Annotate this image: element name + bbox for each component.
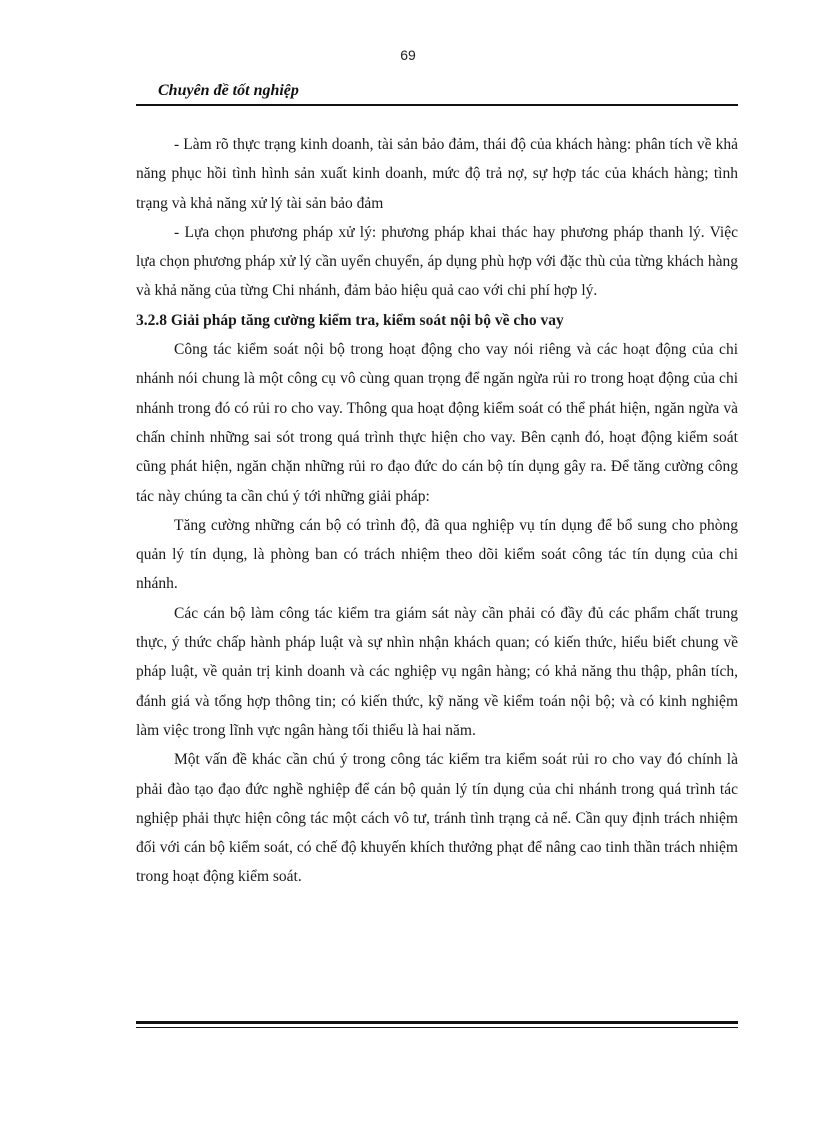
paragraph: Một vấn đề khác cần chú ý trong công tác kiểm tra kiểm soát rủi ro cho vay đó chính là phải đào tạo đạo đức nghề nghiệp để cán bộ quản lý tín dụng của chi nhánh trong quá trình tác nghiệp phải thực hiện công tác một cách vô tư, tránh tình trạng cả nể. Cần quy định trách nhiệm đối với cán bộ kiểm soát, có chế độ khuyến khích thưởng phạt để nâng cao tinh thần trách nhiệm trong hoạt động kiểm soát. bbox=[136, 751, 738, 886]
paragraph: - Lựa chọn phương pháp xử lý: phương pháp khai thác hay phương pháp thanh lý. Việc lựa chọn phương pháp xử lý cần uyển chuyển, áp dụng phù hợp với đặc thù của từng khách hàng và khả năng của từng Chi nhánh, đảm bảo hiệu quả cao với chi phí hợp lý. bbox=[136, 223, 738, 300]
paragraph: Tăng cường những cán bộ có trình độ, đã qua nghiệp vụ tín dụng để bổ sung cho phòng quản lý tín dụng, là phòng ban có trách nhiệm theo dõi kiểm soát công tác tín dụng của chi nhánh. bbox=[136, 516, 738, 593]
document-body bbox=[136, 130, 738, 892]
paragraph: Công tác kiểm soát nội bộ trong hoạt động cho vay nói riêng và các hoạt động của chi nhánh nói chung là một công cụ vô cùng quan trọng để ngăn ngừa rủi ro trong hoạt động của chi nhánh trong đó có rủi ro cho vay. Thông qua hoạt động kiểm soát có thể phát hiện, ngăn ngừa và chấn chỉnh những sai sót trong quá trình thực hiện cho vay. Bên cạnh đó, hoạt động kiểm soát cũng phát hiện, ngăn chặn những rủi ro đạo đức do cán bộ tín dụng gây ra. Để tăng cường công tác này chúng ta cần chú ý tới những giải pháp: bbox=[136, 341, 738, 505]
section-heading: 3.2.8 Giải pháp tăng cường kiểm tra, kiểm soát nội bộ về cho vay bbox=[136, 311, 564, 329]
header-title: Chuyên đề tốt nghiệp bbox=[158, 82, 299, 99]
paragraph: - Làm rõ thực trạng kinh doanh, tài sản bảo đảm, thái độ của khách hàng: phân tích về khả năng phục hồi tình hình sản xuất kinh doanh, mức độ trả nợ, sự hợp tác của khách hàng; tình trạng và khả năng xử lý tài sản bảo đảm bbox=[136, 136, 738, 212]
paragraph: Các cán bộ làm công tác kiểm tra giám sát này cần phải có đầy đủ các phẩm chất trung thực, ý thức chấp hành pháp luật và sự nhìn nhận khách quan; có kiến thức, hiểu biết chung về pháp luật, về quản trị kinh doanh và các nghiệp vụ ngân hàng; có khả năng thu thập, phân tích, đánh giá và tổng hợp thông tin; có kiến thức, kỹ năng về kiểm toán nội bộ; và có kinh nghiệm làm việc trong lĩnh vực ngân hàng tối thiểu là hai năm. bbox=[136, 604, 738, 739]
page-number: 69 bbox=[400, 47, 416, 63]
footer-rule bbox=[136, 1021, 738, 1028]
header-rule bbox=[136, 104, 738, 106]
